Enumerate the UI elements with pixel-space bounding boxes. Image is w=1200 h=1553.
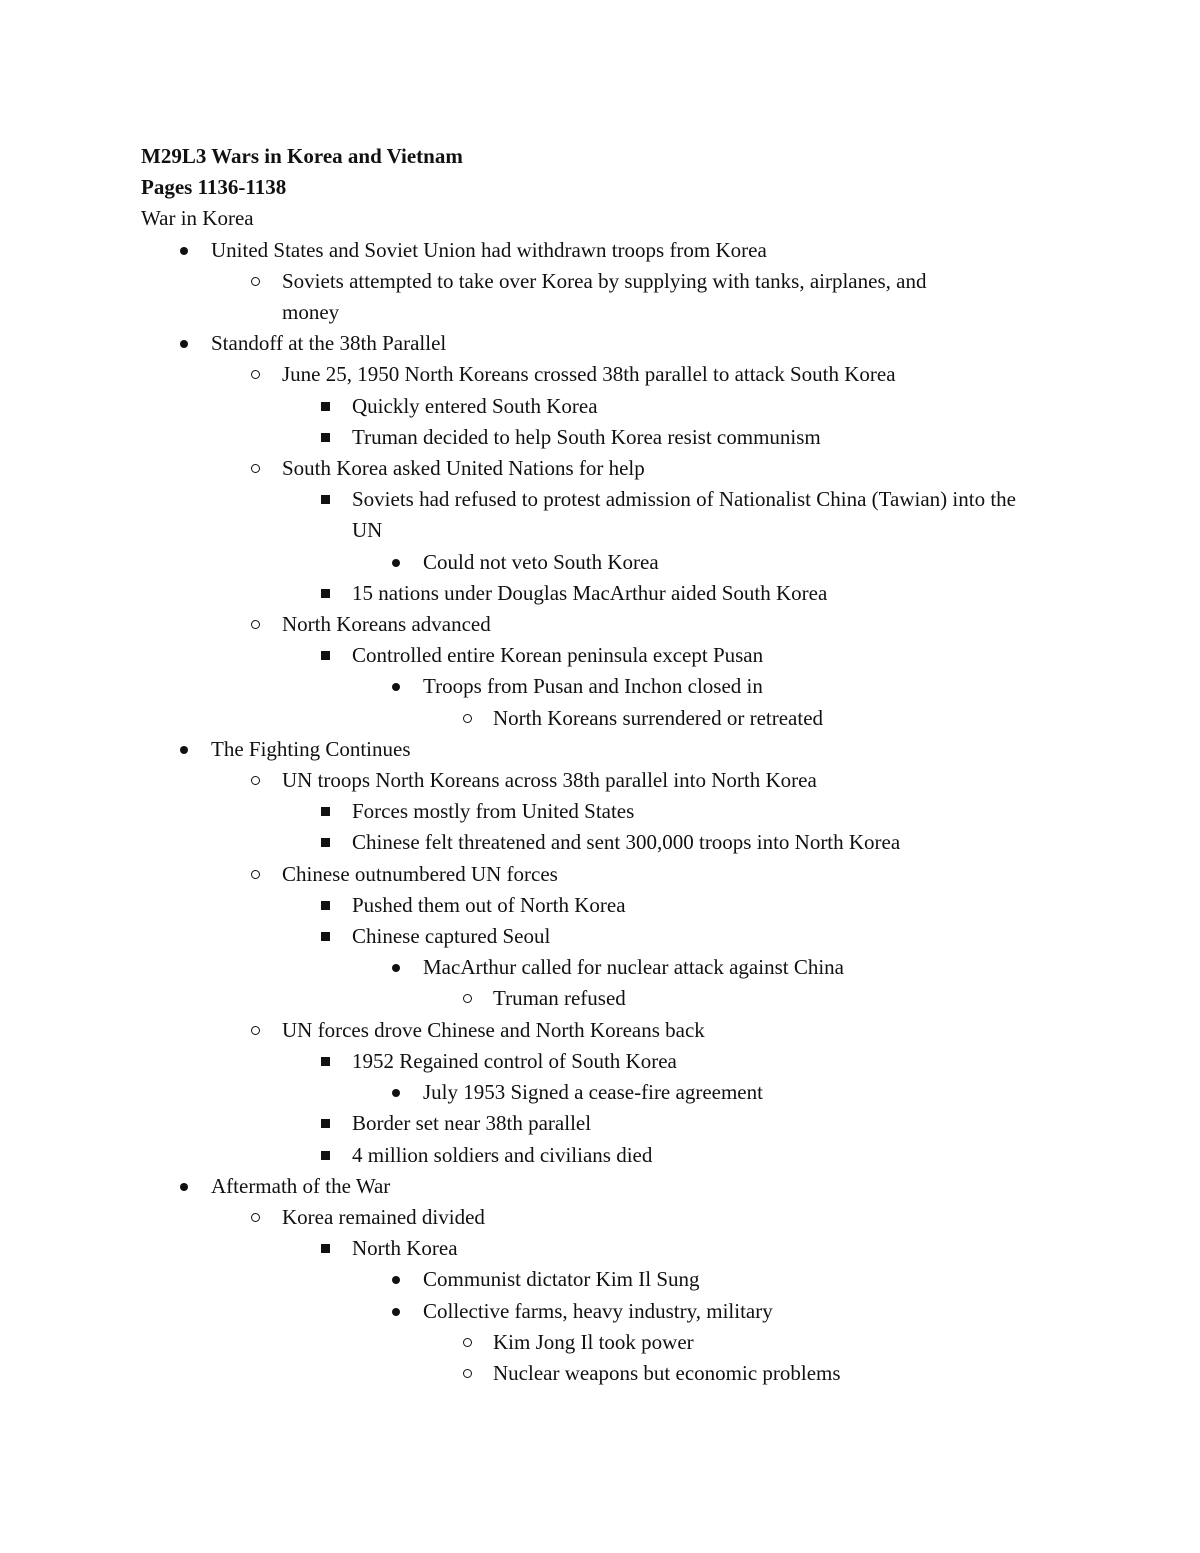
outline-item-text: South Korea asked United Nations for help: [282, 456, 645, 481]
outline-item-text: 4 million soldiers and civilians died: [352, 1142, 653, 1167]
square-bullet-icon: [321, 921, 345, 952]
outline-item: [141, 671, 1061, 702]
circle-bullet-icon: [251, 453, 275, 484]
outline-item-text: The Fighting Continues: [211, 736, 411, 761]
disc-bullet-icon: [180, 235, 204, 266]
square-bullet-icon: [321, 796, 345, 827]
outline-item: [141, 983, 1061, 1014]
outline-item: [141, 484, 1022, 546]
outline-item: [141, 734, 1061, 765]
outline-item: [141, 1233, 1061, 1264]
circle-bullet-icon: [251, 765, 275, 796]
outline-item-text: Chinese captured Seoul: [352, 924, 551, 949]
outline-item-text: Truman decided to help South Korea resist communism: [352, 424, 821, 449]
outline-item: [141, 1327, 1061, 1358]
square-bullet-icon: [321, 391, 345, 422]
outline-item-text: Kim Jong Il took power: [493, 1329, 694, 1354]
outline-item-text: 15 nations under Douglas MacArthur aided South Korea: [352, 580, 828, 605]
outline-item-text: UN forces drove Chinese and North Koreans back: [282, 1017, 705, 1042]
circle-bullet-icon: [251, 859, 275, 890]
square-bullet-icon: [321, 1046, 345, 1077]
disc-bullet-icon: [392, 1264, 416, 1295]
disc-bullet-icon: [392, 547, 416, 578]
outline-item: [141, 328, 1061, 359]
outline-item: [141, 640, 1061, 671]
outline-item-text: Could not veto South Korea: [423, 549, 659, 574]
outline-item: [141, 703, 1061, 734]
section-heading: War in Korea: [141, 206, 254, 231]
disc-bullet-icon: [180, 1171, 204, 1202]
outline-item: [141, 1264, 1061, 1295]
outline-item: [141, 547, 1061, 578]
outline-item-text: Aftermath of the War: [211, 1173, 391, 1198]
outline-list: [141, 235, 1061, 1390]
outline-item-text: Chinese felt threatened and sent 300,000 troops into North Korea: [352, 830, 901, 855]
square-bullet-icon: [321, 1233, 345, 1264]
circle-bullet-icon: [251, 266, 275, 297]
outline-item-text: MacArthur called for nuclear attack against China: [423, 955, 844, 980]
circle-bullet-icon: [463, 983, 487, 1014]
outline-item: [141, 453, 1061, 484]
square-bullet-icon: [321, 1140, 345, 1171]
disc-bullet-icon: [180, 734, 204, 765]
outline-item-text: Troops from Pusan and Inchon closed in: [423, 674, 763, 699]
outline-item-text: Soviets had refused to protest admission of Nationalist China (Tawian) into the UN: [352, 487, 1016, 543]
outline-item-text: 1952 Regained control of South Korea: [352, 1048, 677, 1073]
outline-item: [141, 859, 1061, 890]
outline-item-text: Truman refused: [493, 986, 626, 1011]
circle-bullet-icon: [251, 1015, 275, 1046]
outline-item-text: North Koreans advanced: [282, 612, 491, 637]
outline-item: [141, 1015, 1061, 1046]
square-bullet-icon: [321, 640, 345, 671]
outline-item-text: Pushed them out of North Korea: [352, 892, 626, 917]
outline-item: [141, 952, 1061, 983]
outline-item: [141, 796, 1061, 827]
outline-item-text: Border set near 38th parallel: [352, 1111, 592, 1136]
circle-bullet-icon: [463, 1358, 487, 1389]
outline-item-text: Communist dictator Kim Il Sung: [423, 1267, 700, 1292]
outline-item-text: July 1953 Signed a cease-fire agreement: [423, 1080, 763, 1105]
outline-item-text: Collective farms, heavy industry, military: [423, 1298, 773, 1323]
outline-item-text: Korea remained divided: [282, 1204, 485, 1229]
circle-bullet-icon: [251, 609, 275, 640]
page-range: Pages 1136-1138: [141, 175, 287, 200]
outline-item: [141, 1140, 1061, 1171]
outline-item: [141, 359, 1061, 390]
circle-bullet-icon: [463, 1327, 487, 1358]
square-bullet-icon: [321, 827, 345, 858]
outline-item-text: UN troops North Koreans across 38th parallel into North Korea: [282, 768, 817, 793]
outline-item-text: June 25, 1950 North Koreans crossed 38th parallel to attack South Korea: [282, 362, 896, 387]
outline-item: [141, 1202, 1061, 1233]
document-title: M29L3 Wars in Korea and Vietnam: [141, 144, 463, 168]
disc-bullet-icon: [392, 671, 416, 702]
document-body: [141, 141, 1061, 1389]
circle-bullet-icon: [251, 1202, 275, 1233]
outline-item-text: Nuclear weapons but economic problems: [493, 1360, 841, 1385]
outline-item: [141, 921, 1061, 952]
outline-item-text: United States and Soviet Union had withdrawn troops from Korea: [211, 237, 767, 262]
outline-item: [141, 266, 982, 328]
disc-bullet-icon: [392, 1296, 416, 1327]
outline-item: [141, 422, 1061, 453]
outline-item: [141, 1171, 1061, 1202]
outline-item: [141, 765, 1061, 796]
disc-bullet-icon: [392, 952, 416, 983]
square-bullet-icon: [321, 1108, 345, 1139]
outline-item: [141, 1296, 1061, 1327]
outline-item-text: Forces mostly from United States: [352, 799, 635, 824]
outline-item: [141, 1046, 1061, 1077]
outline-item-text: Controlled entire Korean peninsula except Pusan: [352, 643, 764, 668]
outline-item-text: Chinese outnumbered UN forces: [282, 861, 558, 886]
outline-item: [141, 578, 1061, 609]
outline-item-text: Soviets attempted to take over Korea by supplying with tanks, airplanes, and money: [282, 268, 927, 325]
outline-item: [141, 890, 1061, 921]
disc-bullet-icon: [180, 328, 204, 359]
outline-item: [141, 235, 1061, 266]
circle-bullet-icon: [463, 703, 487, 734]
outline-item: [141, 1077, 1061, 1108]
outline-item: [141, 391, 1061, 422]
square-bullet-icon: [321, 422, 345, 453]
outline-item-text: North Korea: [352, 1236, 458, 1261]
circle-bullet-icon: [251, 359, 275, 390]
square-bullet-icon: [321, 484, 345, 515]
outline-item: [141, 1358, 1061, 1389]
disc-bullet-icon: [392, 1077, 416, 1108]
square-bullet-icon: [321, 578, 345, 609]
outline-item-text: North Koreans surrendered or retreated: [493, 705, 824, 730]
outline-item: [141, 1108, 1061, 1139]
square-bullet-icon: [321, 890, 345, 921]
outline-item: [141, 827, 1061, 858]
outline-item-text: Quickly entered South Korea: [352, 393, 598, 418]
outline-item-text: Standoff at the 38th Parallel: [211, 331, 447, 356]
outline-item: [141, 609, 1061, 640]
